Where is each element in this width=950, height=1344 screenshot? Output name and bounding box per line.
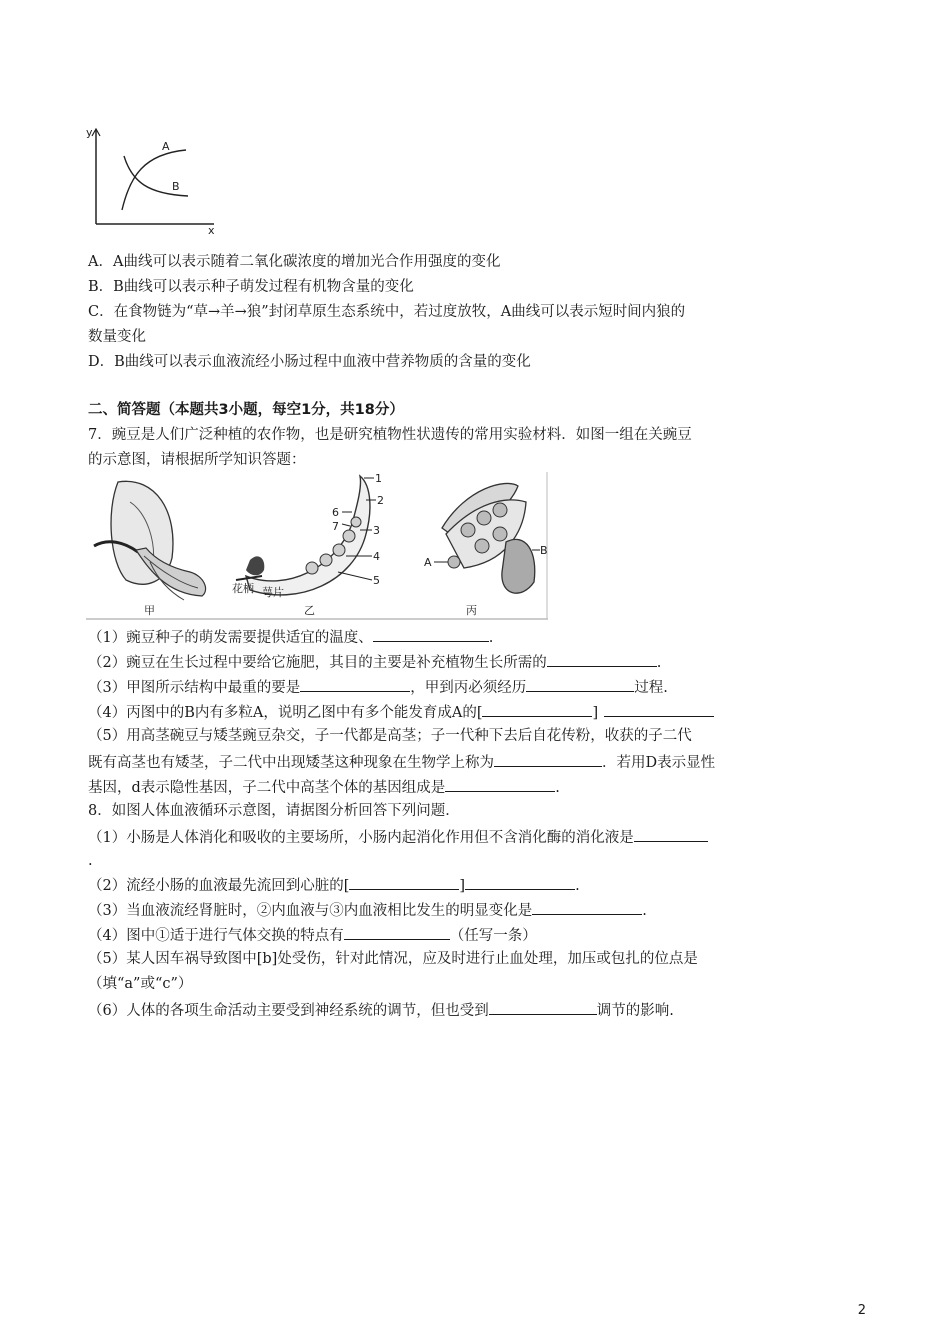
q8-part1 xyxy=(88,826,708,848)
q8-part6-text: （6）人体的各项生命活动主要受到神经系统的调节，但也受到 xyxy=(88,1003,489,1019)
option-c-line1: C．在食物链为“草→羊→狼”封闭草原生态系统中，若过度放牧，A曲线可以表示短时间内狼的 xyxy=(88,304,686,320)
q8-part3-blank[interactable] xyxy=(532,899,642,915)
q7-part5-blank1[interactable] xyxy=(494,751,602,767)
q7-part4-text2: ] xyxy=(592,705,599,721)
q8-part2 xyxy=(88,874,580,896)
q7-part1-end: . xyxy=(488,630,494,646)
q7-part5-line2 xyxy=(88,751,715,773)
q8-part2-text: （2）流经小肠的血液最先流回到心脏的[ xyxy=(88,878,350,894)
q8-part6 xyxy=(88,999,674,1021)
pea-pod-section-drawing xyxy=(236,476,376,595)
q8-part5-options: （填“a”或“c”） xyxy=(88,976,193,992)
q7-part3-text3: 过程. xyxy=(634,680,668,696)
fig-num-3: 3 xyxy=(373,524,380,537)
q8-part5: （5）某人因车祸导致图中[b]处受伤，针对此情况，应及时进行止血处理，加压或包扎的位点是 xyxy=(88,951,698,967)
q8-part2-blank2[interactable] xyxy=(465,874,575,890)
q7-part4 xyxy=(88,701,714,723)
q7-part5-l2a: 既有高茎也有矮茎，子二代中出现矮茎这种现象在生物学上称为 xyxy=(88,755,494,771)
q7-part5-l2b: ．若用D表示显性 xyxy=(602,755,716,771)
fig-caption-jia: 甲 xyxy=(144,604,155,617)
fig-num-2: 2 xyxy=(377,494,384,507)
q7-part3-blank1[interactable] xyxy=(300,676,410,692)
page-number: 2 xyxy=(857,1303,866,1318)
fig-caption-bing: 丙 xyxy=(466,604,477,617)
q8-part3-text: （3）当血液流经肾脏时，②内血液与③内血液相比发生的明显变化是 xyxy=(88,903,533,919)
q7-part2 xyxy=(88,651,661,673)
q8-part4 xyxy=(88,924,537,946)
q7-part2-blank[interactable] xyxy=(547,651,657,667)
q7-intro-line1: 7．豌豆是人们广泛种植的农作物，也是研究植物性状遗传的常用实验材料．如图一组在关豌豆 xyxy=(88,427,692,443)
x-axis-label: x xyxy=(208,224,215,236)
open-pea-pod-drawing xyxy=(434,483,540,593)
q7-part2-text: （2）豌豆在生长过程中要给它施肥，其目的主要是补充植物生长所需的 xyxy=(88,655,547,671)
q7-part5-line3 xyxy=(88,776,560,798)
fig-num-6: 6 xyxy=(332,506,339,519)
pea-figure xyxy=(86,472,548,620)
q7-part3-text1: （3）甲图所示结构中最重的要是 xyxy=(88,680,301,696)
q7-part5-blank2[interactable] xyxy=(445,776,555,792)
q7-part4-text1: （4）丙图中的B内有多粒A，说明乙图中有多个能发育成A的[ xyxy=(88,705,483,721)
pea-flower-drawing xyxy=(94,481,206,600)
curve-b-label: B xyxy=(172,180,180,193)
q8-part2-blank1[interactable] xyxy=(349,874,459,890)
q8-part3-end: . xyxy=(642,903,647,919)
q8-part4-hint: （任写一条） xyxy=(449,928,537,944)
q8-part4-text: （4）图中①适于进行气体交换的特点有 xyxy=(88,928,344,944)
curve-figure xyxy=(86,124,218,236)
q8-intro: 8．如图人体血液循环示意图，请据图分析回答下列问题． xyxy=(88,803,460,819)
q8-part1-end: . xyxy=(88,853,93,869)
q7-part5-line1: （5）用高茎碗豆与矮茎豌豆杂交，子一代都是高茎；子一代种下去后自花传粉，收获的子二代 xyxy=(88,728,692,744)
y-axis-label: y xyxy=(86,126,93,139)
q7-intro-line2: 的示意图，请根据所学知识答题： xyxy=(88,452,306,468)
q7-part2-end: . xyxy=(656,655,662,671)
fig-label-eyan: 萼片 xyxy=(262,586,284,599)
option-d: D．B曲线可以表示血液流经小肠过程中血液中营养物质的含量的变化 xyxy=(88,354,531,370)
q8-part4-blank[interactable] xyxy=(344,924,450,940)
q8-part6-blank[interactable] xyxy=(489,999,597,1015)
q7-part4-blank1[interactable] xyxy=(482,701,592,717)
q7-part1 xyxy=(88,626,493,648)
fig-num-4: 4 xyxy=(373,550,380,563)
q7-part4-blank2[interactable] xyxy=(604,701,714,717)
curve-a-label: A xyxy=(162,140,170,153)
q7-part1-blank[interactable] xyxy=(373,626,489,642)
option-b: B．B曲线可以表示种子萌发过程有机物含量的变化 xyxy=(88,279,414,295)
fig-label-b: B xyxy=(540,544,548,557)
section-heading: 二、简答题（本题共3小题，每空1分，共18分） xyxy=(88,402,404,418)
q7-part3-blank2[interactable] xyxy=(526,676,634,692)
q8-part3 xyxy=(88,899,647,921)
q8-part6-end: 调节的影响. xyxy=(596,1003,674,1019)
q7-part3-text2: ，甲到丙必须经历 xyxy=(410,680,527,696)
q7-part1-text: （1）豌豆种子的萌发需要提供适宜的温度、 xyxy=(88,630,373,646)
q7-part5-l3a: 基因，d表示隐性基因，子二代中高茎个体的基因组成是 xyxy=(88,780,446,796)
fig-num-7: 7 xyxy=(332,520,339,533)
fig-num-1: 1 xyxy=(375,472,382,485)
q7-part3 xyxy=(88,676,668,698)
q8-part1-blank[interactable] xyxy=(634,826,708,842)
q7-part5-l3b: . xyxy=(555,780,560,796)
option-a: A．A曲线可以表示随着二氧化碳浓度的增加光合作用强度的变化 xyxy=(88,254,501,270)
q8-part2-end: . xyxy=(575,878,580,894)
fig-label-huabing: 花柄 xyxy=(232,582,254,595)
q8-part1-text: （1）小肠是人体消化和吸收的主要场所，小肠内起消化作用但不含消化酶的消化液是 xyxy=(88,830,634,846)
fig-num-5: 5 xyxy=(373,574,380,587)
fig-label-a: A xyxy=(424,556,432,569)
option-c-line2: 数量变化 xyxy=(88,329,146,345)
fig-caption-yi: 乙 xyxy=(304,604,315,617)
q8-part2-bracket: ] xyxy=(459,878,466,894)
